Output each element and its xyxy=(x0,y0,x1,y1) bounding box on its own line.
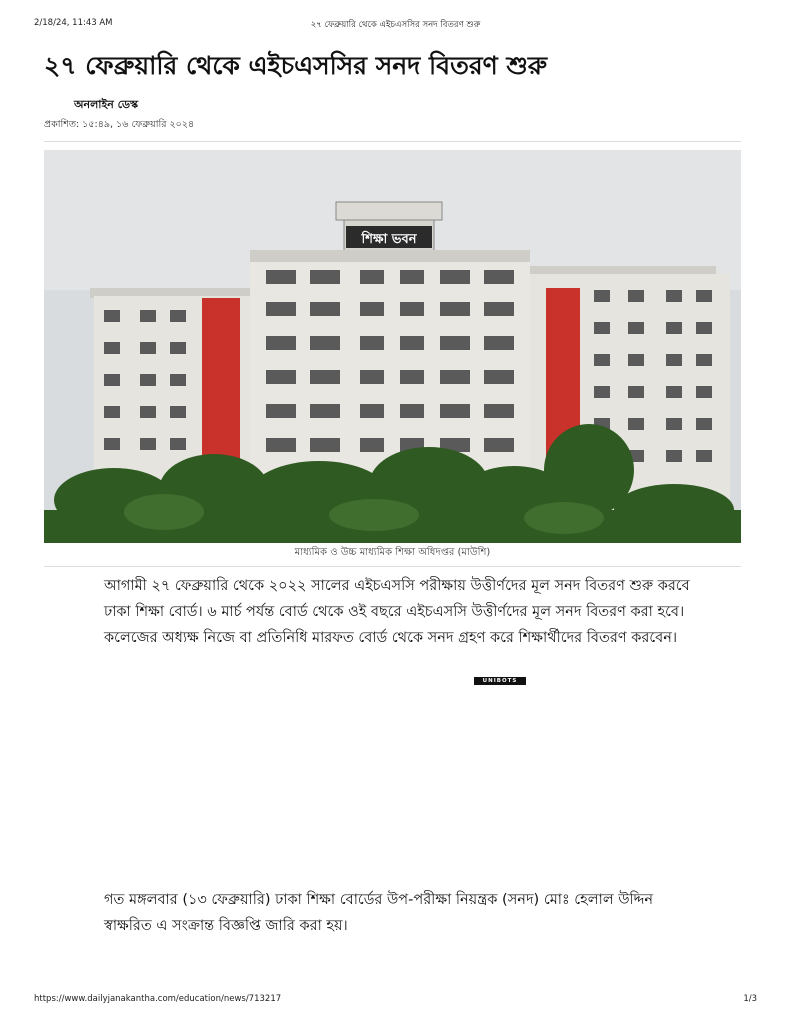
print-footer xyxy=(34,994,757,1008)
print-doc-title: ২৭ ফেব্রুয়ারি থেকে এইচএসসির সনদ বিতরণ শুরু xyxy=(310,20,481,30)
article-photo xyxy=(44,150,741,543)
building-sign: শিক্ষা ভবন xyxy=(361,232,417,247)
image-caption: মাধ্যমিক ও উচ্চ মাধ্যমিক শিক্ষা অধিদপ্তর (মাউশি) xyxy=(294,547,491,558)
ad-badge[interactable]: UNIBOTS xyxy=(474,677,526,685)
page-number: 1/3 xyxy=(743,994,757,1004)
article-paragraph: গত মঙ্গলবার (১৩ ফেব্রুয়ারি) ঢাকা শিক্ষা বোর্ডের উপ-পরীক্ষা নিয়ন্ত্রক (সনদ) মোঃ হেলাল উদ্দিন স্বাক্ষরিত এ সংক্রান্ত বিজ্ঞপ্তি জারি করা হয়। xyxy=(104,892,654,934)
article-paragraph: আগামী ২৭ ফেব্রুয়ারি থেকে ২০২২ সালের এইচএসসি পরীক্ষায় উত্তীর্ণদের মূল সনদ বিতরণ শুরু করবে ঢাকা শিক্ষা বোর্ড। ৬ মার্চ পর্যন্ত বোর্ড থেকে ওই বছরে এইচএসসি উত্তীর্ণদের মূল সনদ বিতরণ করা হবে। কলেজের অধ্যক্ষ নিজে বা প্রতিনিধি মারফত বোর্ড থেকে সনদ গ্রহণ করে শিক্ষার্থীদের বিতরণ করবেন। xyxy=(104,578,690,646)
publish-timestamp: প্রকাশিত: ১৫:৪৯, ১৬ ফেব্রুয়ারি ২০২৪ xyxy=(44,119,195,130)
page-url[interactable]: https://www.dailyjanakantha.com/education/news/713217 xyxy=(34,994,282,1004)
divider xyxy=(44,566,741,567)
article-headline: ২৭ ফেব্রুয়ারি থেকে এইচএসসির সনদ বিতরণ শুরু xyxy=(44,51,548,80)
print-header xyxy=(34,18,757,32)
print-date: 2/18/24, 11:43 AM xyxy=(34,18,113,28)
article-author[interactable]: অনলাইন ডেস্ক xyxy=(74,98,139,111)
divider xyxy=(44,141,741,142)
